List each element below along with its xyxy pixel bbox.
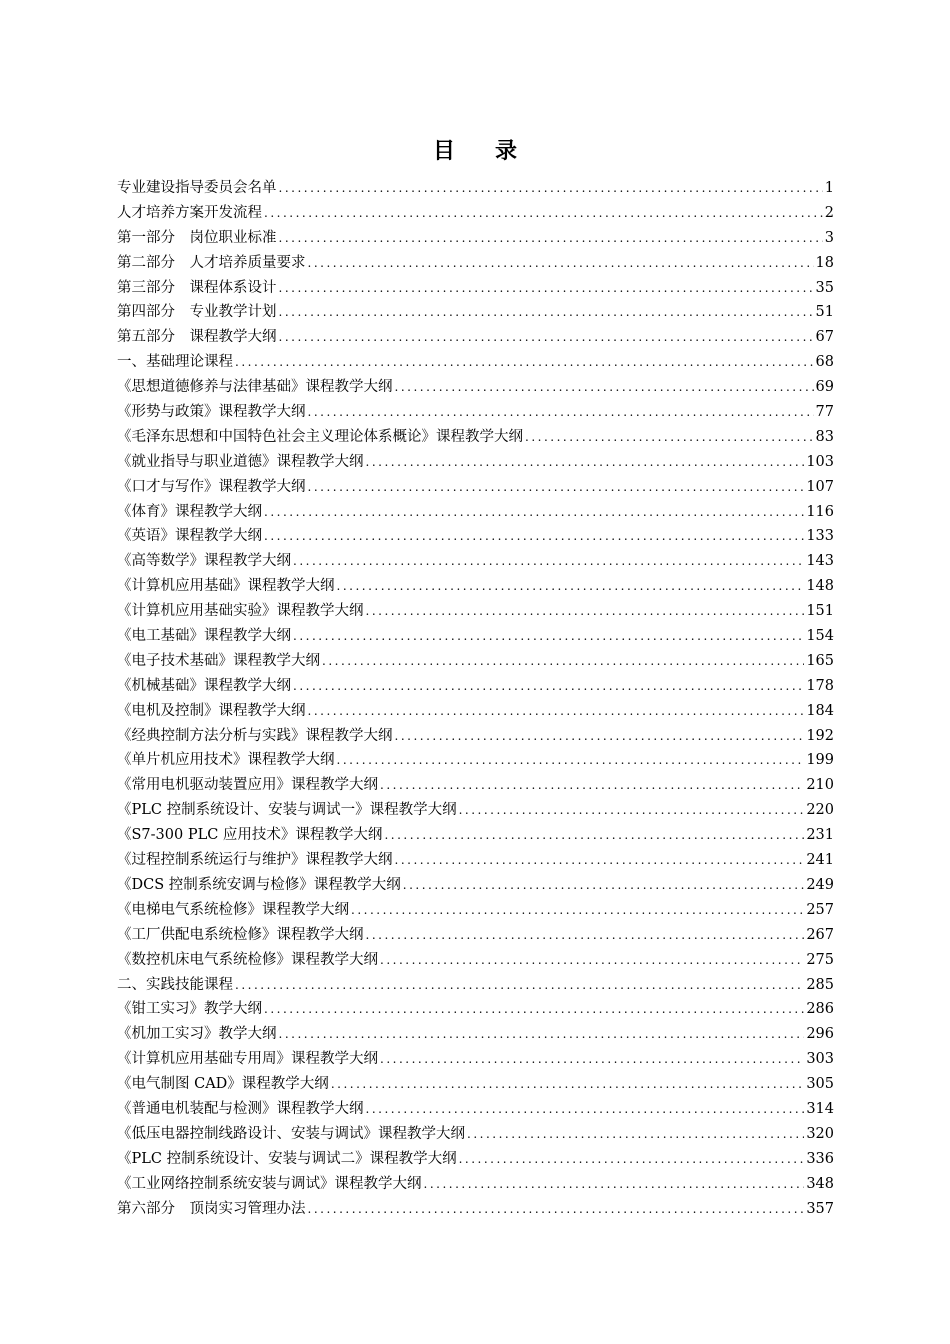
toc-dot-leader bbox=[424, 1172, 805, 1197]
toc-list bbox=[117, 176, 834, 1221]
toc-entry-page-number: 303 bbox=[806, 1051, 834, 1068]
toc-entry-page-number: 267 bbox=[806, 926, 834, 943]
toc-entry-label: 《电气制图 CAD》课程教学大纲 bbox=[117, 1076, 329, 1093]
toc-entry[interactable] bbox=[117, 748, 834, 773]
toc-entry-label: 《电工基础》课程教学大纲 bbox=[117, 628, 291, 645]
toc-dot-leader bbox=[279, 300, 814, 325]
toc-dot-leader bbox=[279, 226, 823, 251]
toc-entry-page-number: 336 bbox=[806, 1150, 834, 1167]
toc-entry-label: 《体育》课程教学大纲 bbox=[117, 503, 262, 520]
toc-dot-leader bbox=[380, 948, 804, 973]
toc-entry-page-number: 348 bbox=[806, 1175, 834, 1192]
toc-entry-label: 一、基础理论课程 bbox=[117, 354, 233, 371]
toc-dot-leader bbox=[235, 973, 804, 998]
toc-entry-page-number: 249 bbox=[806, 876, 834, 893]
toc-entry-label: 《钳工实习》教学大纲 bbox=[117, 1001, 262, 1018]
toc-entry-page-number: 257 bbox=[806, 901, 834, 918]
toc-entry[interactable] bbox=[117, 699, 834, 724]
toc-dot-leader bbox=[366, 450, 805, 475]
toc-entry[interactable] bbox=[117, 1147, 834, 1172]
toc-entry-page-number: 192 bbox=[806, 727, 834, 744]
toc-entry[interactable] bbox=[117, 475, 834, 500]
toc-dot-leader bbox=[308, 475, 805, 500]
toc-dot-leader bbox=[366, 599, 805, 624]
toc-entry-label: 《机加工实习》教学大纲 bbox=[117, 1026, 277, 1043]
toc-entry-page-number: 357 bbox=[806, 1200, 834, 1217]
toc-entry[interactable] bbox=[117, 574, 834, 599]
toc-title: 目录 bbox=[432, 138, 557, 164]
toc-entry-label: 第五部分 课程教学大纲 bbox=[117, 329, 277, 346]
toc-entry-page-number: 1 bbox=[824, 180, 834, 196]
toc-entry-page-number: 184 bbox=[806, 702, 834, 719]
toc-entry-label: 《工厂供配电系统检修》课程教学大纲 bbox=[117, 926, 364, 943]
toc-dot-leader bbox=[235, 350, 814, 375]
toc-entry[interactable] bbox=[117, 724, 834, 749]
toc-entry-label: 《口才与写作》课程教学大纲 bbox=[117, 478, 306, 495]
toc-dot-leader bbox=[264, 997, 804, 1022]
toc-entry-page-number: 103 bbox=[806, 453, 834, 470]
toc-entry-label: 《经典控制方法分析与实践》课程教学大纲 bbox=[117, 727, 393, 744]
toc-entry[interactable] bbox=[117, 500, 834, 525]
toc-entry-label: 《高等数学》课程教学大纲 bbox=[117, 553, 291, 570]
toc-entry-label: 《PLC 控制系统设计、安装与调试一》课程教学大纲 bbox=[117, 802, 457, 819]
toc-dot-leader bbox=[331, 1072, 805, 1097]
toc-entry-label: 《低压电器控制线路设计、安装与调试》课程教学大纲 bbox=[117, 1125, 465, 1142]
toc-entry-page-number: 133 bbox=[806, 528, 834, 545]
toc-dot-leader bbox=[337, 574, 805, 599]
toc-entry[interactable] bbox=[117, 251, 834, 276]
toc-dot-leader bbox=[366, 1097, 805, 1122]
toc-dot-leader bbox=[395, 724, 805, 749]
toc-entry[interactable] bbox=[117, 649, 834, 674]
toc-entry-page-number: 165 bbox=[806, 652, 834, 669]
toc-entry-label: 专业建设指导委员会名单 bbox=[117, 180, 277, 196]
toc-entry-page-number: 83 bbox=[815, 428, 834, 445]
toc-entry[interactable] bbox=[117, 973, 834, 998]
toc-dot-leader bbox=[308, 400, 814, 425]
toc-dot-leader bbox=[264, 500, 804, 525]
toc-dot-leader bbox=[525, 425, 814, 450]
toc-entry-page-number: 143 bbox=[806, 553, 834, 570]
toc-entry-label: 《数控机床电气系统检修》课程教学大纲 bbox=[117, 951, 378, 968]
toc-entry[interactable] bbox=[117, 674, 834, 699]
toc-entry-page-number: 107 bbox=[806, 478, 834, 495]
toc-entry[interactable] bbox=[117, 201, 834, 226]
toc-entry-page-number: 210 bbox=[806, 777, 834, 794]
toc-dot-leader bbox=[395, 848, 805, 873]
toc-entry[interactable] bbox=[117, 923, 834, 948]
toc-dot-leader bbox=[322, 649, 804, 674]
toc-entry-page-number: 51 bbox=[815, 304, 834, 321]
toc-entry-label: 二、实践技能课程 bbox=[117, 976, 233, 993]
toc-entry-page-number: 67 bbox=[815, 329, 834, 346]
toc-entry-page-number: 320 bbox=[806, 1125, 834, 1142]
toc-entry-page-number: 77 bbox=[815, 404, 834, 421]
toc-entry[interactable] bbox=[117, 176, 834, 201]
toc-entry-label: 《工业网络控制系统安装与调试》课程教学大纲 bbox=[117, 1175, 422, 1192]
toc-dot-leader bbox=[264, 201, 823, 226]
toc-dot-leader bbox=[293, 549, 804, 574]
toc-entry-page-number: 116 bbox=[806, 503, 834, 520]
toc-dot-leader bbox=[279, 1022, 805, 1047]
toc-dot-leader bbox=[403, 873, 805, 898]
toc-entry-label: 第六部分 顶岗实习管理办法 bbox=[117, 1200, 306, 1217]
toc-entry-page-number: 275 bbox=[806, 951, 834, 968]
toc-entry-page-number: 220 bbox=[806, 802, 834, 819]
toc-entry[interactable] bbox=[117, 1072, 834, 1097]
toc-entry-page-number: 154 bbox=[806, 628, 834, 645]
toc-dot-leader bbox=[293, 674, 804, 699]
toc-entry-label: 《毛泽东思想和中国特色社会主义理论体系概论》课程教学大纲 bbox=[117, 428, 523, 445]
toc-entry-label: 《计算机应用基础》课程教学大纲 bbox=[117, 578, 335, 595]
toc-entry-label: 《普通电机装配与检测》课程教学大纲 bbox=[117, 1100, 364, 1117]
toc-entry[interactable] bbox=[117, 300, 834, 325]
toc-entry-page-number: 148 bbox=[806, 578, 834, 595]
toc-entry[interactable] bbox=[117, 773, 834, 798]
toc-dot-leader bbox=[279, 325, 814, 350]
toc-entry-label: 《电子技术基础》课程教学大纲 bbox=[117, 652, 320, 669]
toc-entry-label: 《PLC 控制系统设计、安装与调试二》课程教学大纲 bbox=[117, 1150, 457, 1167]
toc-entry-page-number: 151 bbox=[806, 603, 834, 620]
toc-dot-leader bbox=[308, 699, 805, 724]
toc-entry-label: 《电机及控制》课程教学大纲 bbox=[117, 702, 306, 719]
toc-dot-leader bbox=[308, 251, 814, 276]
toc-entry-label: 第四部分 专业教学计划 bbox=[117, 304, 277, 321]
toc-entry[interactable] bbox=[117, 599, 834, 624]
toc-entry[interactable] bbox=[117, 226, 834, 251]
toc-entry-label: 《常用电机驱动装置应用》课程教学大纲 bbox=[117, 777, 378, 794]
toc-entry-page-number: 69 bbox=[815, 379, 834, 396]
toc-dot-leader bbox=[395, 375, 814, 400]
toc-entry-label: 《S7-300 PLC 应用技术》课程教学大纲 bbox=[117, 827, 383, 844]
toc-entry[interactable] bbox=[117, 450, 834, 475]
toc-entry-page-number: 18 bbox=[815, 254, 834, 271]
toc-entry[interactable] bbox=[117, 1197, 834, 1222]
toc-entry[interactable] bbox=[117, 948, 834, 973]
toc-dot-leader bbox=[279, 276, 814, 301]
toc-entry-label: 《单片机应用技术》课程教学大纲 bbox=[117, 752, 335, 769]
toc-entry-label: 《形势与政策》课程教学大纲 bbox=[117, 404, 306, 421]
toc-entry[interactable] bbox=[117, 873, 834, 898]
toc-entry[interactable] bbox=[117, 1122, 834, 1147]
toc-dot-leader bbox=[279, 176, 823, 201]
toc-entry[interactable] bbox=[117, 1022, 834, 1047]
toc-entry[interactable] bbox=[117, 898, 834, 923]
toc-entry-page-number: 286 bbox=[806, 1001, 834, 1018]
toc-dot-leader bbox=[308, 1197, 805, 1222]
toc-entry-page-number: 296 bbox=[806, 1026, 834, 1043]
toc-entry-page-number: 285 bbox=[806, 976, 834, 993]
toc-entry[interactable] bbox=[117, 425, 834, 450]
toc-entry-page-number: 178 bbox=[806, 677, 834, 694]
toc-entry[interactable] bbox=[117, 798, 834, 823]
toc-dot-leader bbox=[366, 923, 805, 948]
toc-entry-label: 《电梯电气系统检修》课程教学大纲 bbox=[117, 901, 349, 918]
toc-entry-page-number: 305 bbox=[806, 1076, 834, 1093]
toc-entry[interactable] bbox=[117, 1097, 834, 1122]
toc-entry-page-number: 231 bbox=[806, 827, 834, 844]
toc-entry-label: 第三部分 课程体系设计 bbox=[117, 279, 277, 296]
toc-entry[interactable] bbox=[117, 524, 834, 549]
toc-dot-leader bbox=[351, 898, 804, 923]
toc-entry-page-number: 2 bbox=[824, 204, 834, 221]
toc-entry-page-number: 35 bbox=[815, 279, 834, 296]
toc-dot-leader bbox=[380, 773, 804, 798]
toc-entry-label: 《DCS 控制系统安调与检修》课程教学大纲 bbox=[117, 876, 401, 893]
toc-entry[interactable] bbox=[117, 375, 834, 400]
toc-dot-leader bbox=[467, 1122, 804, 1147]
toc-entry-label: 《计算机应用基础专用周》课程教学大纲 bbox=[117, 1051, 378, 1068]
toc-entry[interactable] bbox=[117, 549, 834, 574]
toc-entry-page-number: 199 bbox=[806, 752, 834, 769]
toc-entry-label: 《思想道德修养与法律基础》课程教学大纲 bbox=[117, 379, 393, 396]
toc-dot-leader bbox=[264, 524, 804, 549]
toc-dot-leader bbox=[380, 1047, 804, 1072]
toc-entry[interactable] bbox=[117, 848, 834, 873]
toc-entry[interactable] bbox=[117, 823, 834, 848]
toc-entry-label: 《计算机应用基础实验》课程教学大纲 bbox=[117, 603, 364, 620]
toc-entry-label: 第一部分 岗位职业标准 bbox=[117, 229, 277, 246]
toc-entry[interactable] bbox=[117, 997, 834, 1022]
toc-entry[interactable] bbox=[117, 1047, 834, 1072]
toc-dot-leader bbox=[459, 798, 805, 823]
toc-entry-label: 《机械基础》课程教学大纲 bbox=[117, 677, 291, 694]
toc-dot-leader bbox=[459, 1147, 805, 1172]
toc-entry-page-number: 241 bbox=[806, 852, 834, 869]
toc-entry-label: 《就业指导与职业道德》课程教学大纲 bbox=[117, 453, 364, 470]
toc-entry-page-number: 314 bbox=[806, 1100, 834, 1117]
toc-entry[interactable] bbox=[117, 624, 834, 649]
toc-dot-leader bbox=[384, 823, 804, 848]
toc-entry-label: 人才培养方案开发流程 bbox=[117, 204, 262, 221]
toc-entry[interactable] bbox=[117, 400, 834, 425]
toc-entry-label: 第二部分 人才培养质量要求 bbox=[117, 254, 306, 271]
toc-entry[interactable] bbox=[117, 276, 834, 301]
toc-entry-page-number: 68 bbox=[815, 354, 834, 371]
toc-entry-label: 《过程控制系统运行与维护》课程教学大纲 bbox=[117, 852, 393, 869]
toc-dot-leader bbox=[293, 624, 804, 649]
toc-entry[interactable] bbox=[117, 350, 834, 375]
toc-entry-label: 《英语》课程教学大纲 bbox=[117, 528, 262, 545]
toc-dot-leader bbox=[337, 748, 805, 773]
toc-entry[interactable] bbox=[117, 1172, 834, 1197]
toc-entry[interactable] bbox=[117, 325, 834, 350]
toc-entry-page-number: 3 bbox=[824, 229, 834, 246]
